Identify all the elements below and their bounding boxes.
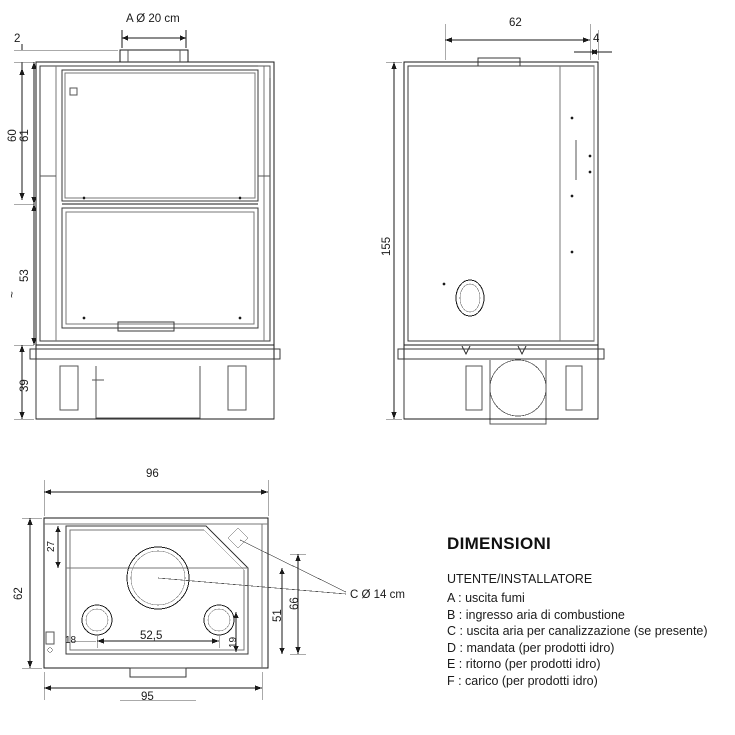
label-side-4: 4 (593, 33, 600, 45)
list-item: C : uscita aria per canalizzazione (se presente) (447, 624, 708, 638)
legend-list (447, 590, 727, 689)
label-side-62: 62 (509, 17, 522, 29)
list-item: E : ritorno (per prodotti idro) (447, 657, 601, 671)
label-side-155: 155 (381, 236, 393, 256)
front-view (30, 50, 280, 419)
label-front-top-gap: 2 (14, 33, 21, 45)
plan-view-dimensions (22, 480, 306, 700)
legend-subtitle: UTENTE/INSTALLATORE (447, 572, 593, 586)
side-view-dimensions (386, 24, 612, 419)
label-plan-27: 27 (46, 540, 57, 552)
label-c-diameter: C Ø 14 cm (350, 589, 405, 601)
label-front-53-prefix: ~ (7, 291, 19, 298)
list-item: D : mandata (per prodotti idro) (447, 640, 615, 655)
label-plan-52-5: 52,5 (140, 630, 163, 642)
label-a-diameter: A Ø 20 cm (126, 13, 180, 25)
label-front-61: 61 (19, 129, 31, 142)
list-item: F : carico (per prodotti idro) (447, 673, 598, 688)
side-view (398, 58, 604, 424)
label-front-60: 60 (7, 129, 19, 142)
label-front-39: 39 (19, 379, 31, 392)
label-front-53: 53 (19, 269, 31, 282)
label-plan-95: 95 (141, 691, 154, 703)
label-plan-19: 19 (228, 636, 239, 648)
list-item: A : uscita fumi (447, 591, 525, 605)
legend-title: DIMENSIONI (447, 534, 552, 553)
list-item: B : ingresso aria di combustione (447, 607, 625, 622)
legend-panel (447, 534, 727, 689)
label-plan-66: 66 (289, 597, 301, 610)
label-plan-96: 96 (146, 468, 159, 480)
label-plan-51: 51 (272, 609, 284, 622)
label-plan-62: 62 (13, 587, 25, 600)
label-plan-18: 18 (65, 635, 77, 646)
